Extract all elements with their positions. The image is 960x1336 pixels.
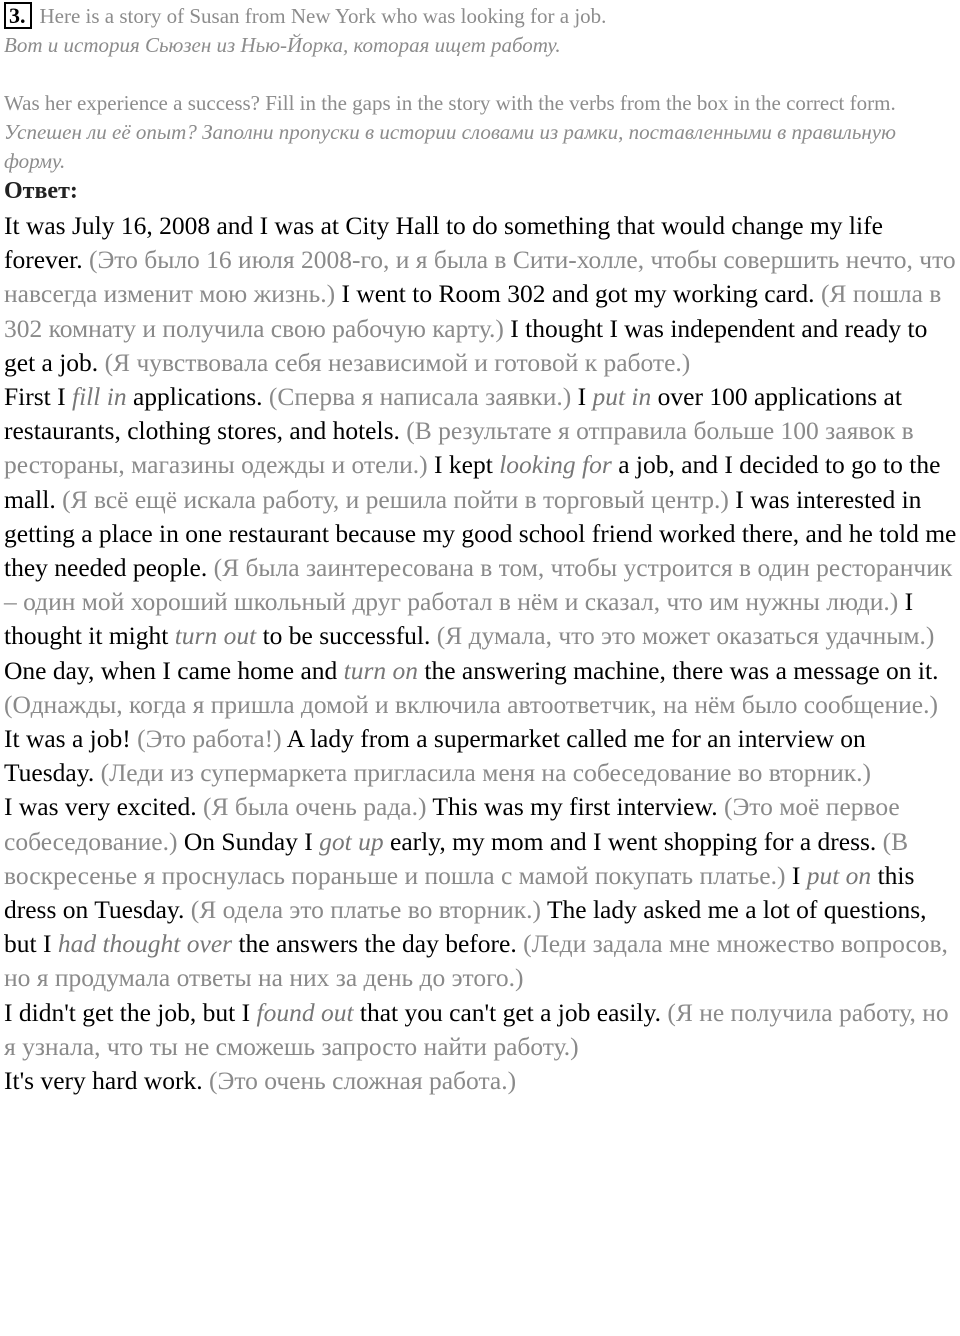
english-text: It was a job! (4, 724, 138, 754)
english-text: I thought I was independent and ready to get a job. (4, 313, 928, 377)
translation-text: (Это моё первое собеседование.) (4, 792, 900, 856)
english-text: I was interested in getting a place in one restaurant because my good school friend worked there, and he told me they needed people. (4, 484, 957, 583)
story-paragraph (4, 380, 958, 654)
story-paragraph (4, 996, 958, 1064)
english-text: I was very excited. (4, 792, 203, 822)
english-text: I thought it might (4, 587, 914, 651)
verb-answer: fill in (72, 382, 127, 412)
task-instruction-ru: Успешен ли её опыт? Заполни пропуски в истории словами из рамки, поставленными в правильную форму. (4, 120, 896, 173)
translation-text: (Сперва я написала заявки.) (268, 382, 578, 412)
english-text: One day, when I came home and (4, 655, 344, 685)
english-text: that you can't get a job easily. (353, 997, 668, 1027)
translation-text: (Я всё ещё искала работу, и решила пойти в торговый центр.) (62, 484, 736, 514)
task-instruction-en: Was her experience a success? Fill in the gaps in the story with the verbs from the box in the correct form. (4, 91, 896, 115)
english-text: On Sunday I (183, 826, 320, 856)
translation-text: (Я думала, что это может оказаться удачным.) (436, 621, 935, 651)
story-paragraph (4, 1064, 958, 1098)
verb-answer: put in (592, 382, 652, 412)
english-text: I kept (434, 450, 500, 480)
story-text (4, 209, 958, 1098)
translation-text: (Однажды, когда я пришла домой и включила автоответчик, на нём было сообщение.) (4, 689, 938, 719)
verb-answer: had thought over (57, 929, 233, 959)
translation-text: (Леди из супермаркета пригласила меня на собеседование во вторник.) (100, 758, 872, 788)
translation-text: (Я была заинтересована в том, чтобы устроится в один ресторанчик – один мой хороший школьный друг работал в нём и сказал, что им нужны люди.) (4, 553, 953, 617)
story-paragraph (4, 654, 958, 791)
translation-text: (Леди задала мне множество вопросов, но я продумала ответы на них за день до этого.) (4, 929, 948, 993)
translation-text: (Это очень сложная работа.) (209, 1066, 517, 1096)
english-text: I didn't get the job, but I (4, 997, 257, 1027)
english-text: this dress on Tuesday. (4, 860, 915, 925)
translation-text: (Это работа!) (137, 724, 287, 754)
english-text: First I (4, 382, 73, 412)
english-text: over 100 applications at restaurants, clothing stores, and hotels. (4, 382, 902, 446)
english-text: A lady from a supermarket called me for an interview on Tuesday. (4, 724, 866, 788)
english-text: I went to Room 302 and got my working card. (341, 279, 821, 309)
spacer (4, 60, 958, 89)
task-number: 3. (4, 2, 32, 29)
translation-text: (Я пошла в 302 комнату и получила свою рабочую карту.) (4, 279, 942, 343)
english-text: to be successful. (256, 621, 437, 651)
answer-label: Ответ: (4, 178, 78, 204)
translation-text: (Я не получила работу, но я узнала, что ты не сможешь запросто найти работу.) (4, 997, 949, 1061)
english-text: a job, and I decided to go to the mall. (4, 450, 941, 514)
english-text: It was July 16, 2008 and I was at City Hall to do something that would change my life forever. (4, 211, 883, 275)
verb-answer: found out (256, 997, 354, 1027)
verb-answer: put on (806, 860, 872, 890)
translation-text: (В воскресенье я проснулась пораньше и пошла с мамой покупать платье.) (4, 826, 909, 890)
verb-answer: got up (319, 826, 384, 856)
english-text: The lady asked me a lot of questions, but I (4, 895, 927, 959)
translation-text: (В результате я отправила больше 100 заявок в рестораны, магазины одежды и отели.) (4, 416, 914, 480)
english-text: applications. (126, 382, 269, 412)
task-intro-line (4, 2, 958, 31)
english-text: the answers the day before. (232, 929, 524, 959)
story-paragraph (4, 790, 958, 995)
verb-answer: looking for (499, 450, 612, 480)
task-intro-ru: Вот и история Сьюзен из Нью-Йорка, которая ищет работу. (4, 33, 561, 57)
english-text: This was my first interview. (432, 792, 724, 822)
english-text: early, my mom and I went shopping for a dress. (383, 826, 883, 856)
english-text: I (577, 382, 593, 412)
verb-answer: turn on (343, 655, 419, 685)
translation-text: (Я была очень рада.) (202, 792, 433, 822)
english-text: It's very hard work. (4, 1066, 209, 1096)
story-paragraph (4, 209, 958, 380)
verb-answer: turn out (174, 621, 257, 651)
task-block (4, 2, 958, 176)
translation-text: (Это было 16 июля 2008-го, и я была в Сити-холле, чтобы совершить нечто, что навсегда изменит мою жизнь.) (4, 245, 956, 309)
english-text: I (791, 860, 807, 890)
english-text: the answering machine, there was a message on it. (418, 655, 939, 685)
translation-text: (Я чувствовала себя независимой и готовой к работе.) (104, 347, 691, 377)
translation-text: (Я одела это платье во вторник.) (190, 895, 547, 925)
page (4, 2, 958, 1098)
task-intro-en: Here is a story of Susan from New York who was looking for a job. (39, 4, 607, 28)
